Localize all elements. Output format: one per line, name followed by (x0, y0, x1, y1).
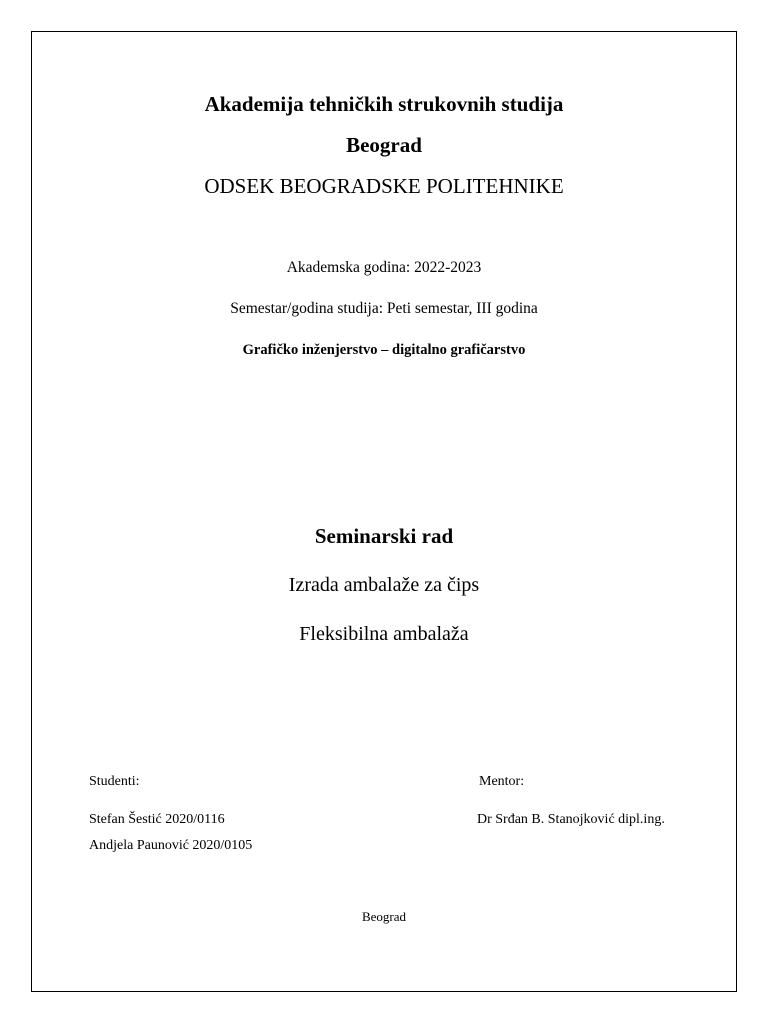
students-label: Studenti: (89, 774, 140, 789)
student-name: Stefan Šestić 2020/0116 (89, 812, 225, 827)
mentor-label: Mentor: (479, 774, 525, 789)
paper-title: Izrada ambalaže za čips (288, 574, 480, 596)
student-name: Andjela Paunović 2020/0105 (89, 838, 253, 853)
academic-year: Akademska godina: 2022-2023 (286, 259, 482, 276)
mentor-name: Dr Srđan B. Stanojković dipl.ing. (477, 812, 665, 827)
institution-city: Beograd (346, 133, 422, 157)
study-program: Grafičko inženjerstvo – digitalno grafičarstvo (242, 342, 526, 358)
paper-subtitle: Fleksibilna ambalaža (299, 623, 469, 645)
institution-name: Akademija tehničkih strukovnih studija (204, 92, 564, 116)
semester-info: Semestar/godina studija: Peti semestar, III godina (230, 300, 538, 317)
footer-city: Beograd (361, 909, 407, 924)
paper-type: Seminarski rad (314, 524, 454, 548)
department-name: ODSEK BEOGRADSKE POLITEHNIKE (204, 174, 564, 198)
